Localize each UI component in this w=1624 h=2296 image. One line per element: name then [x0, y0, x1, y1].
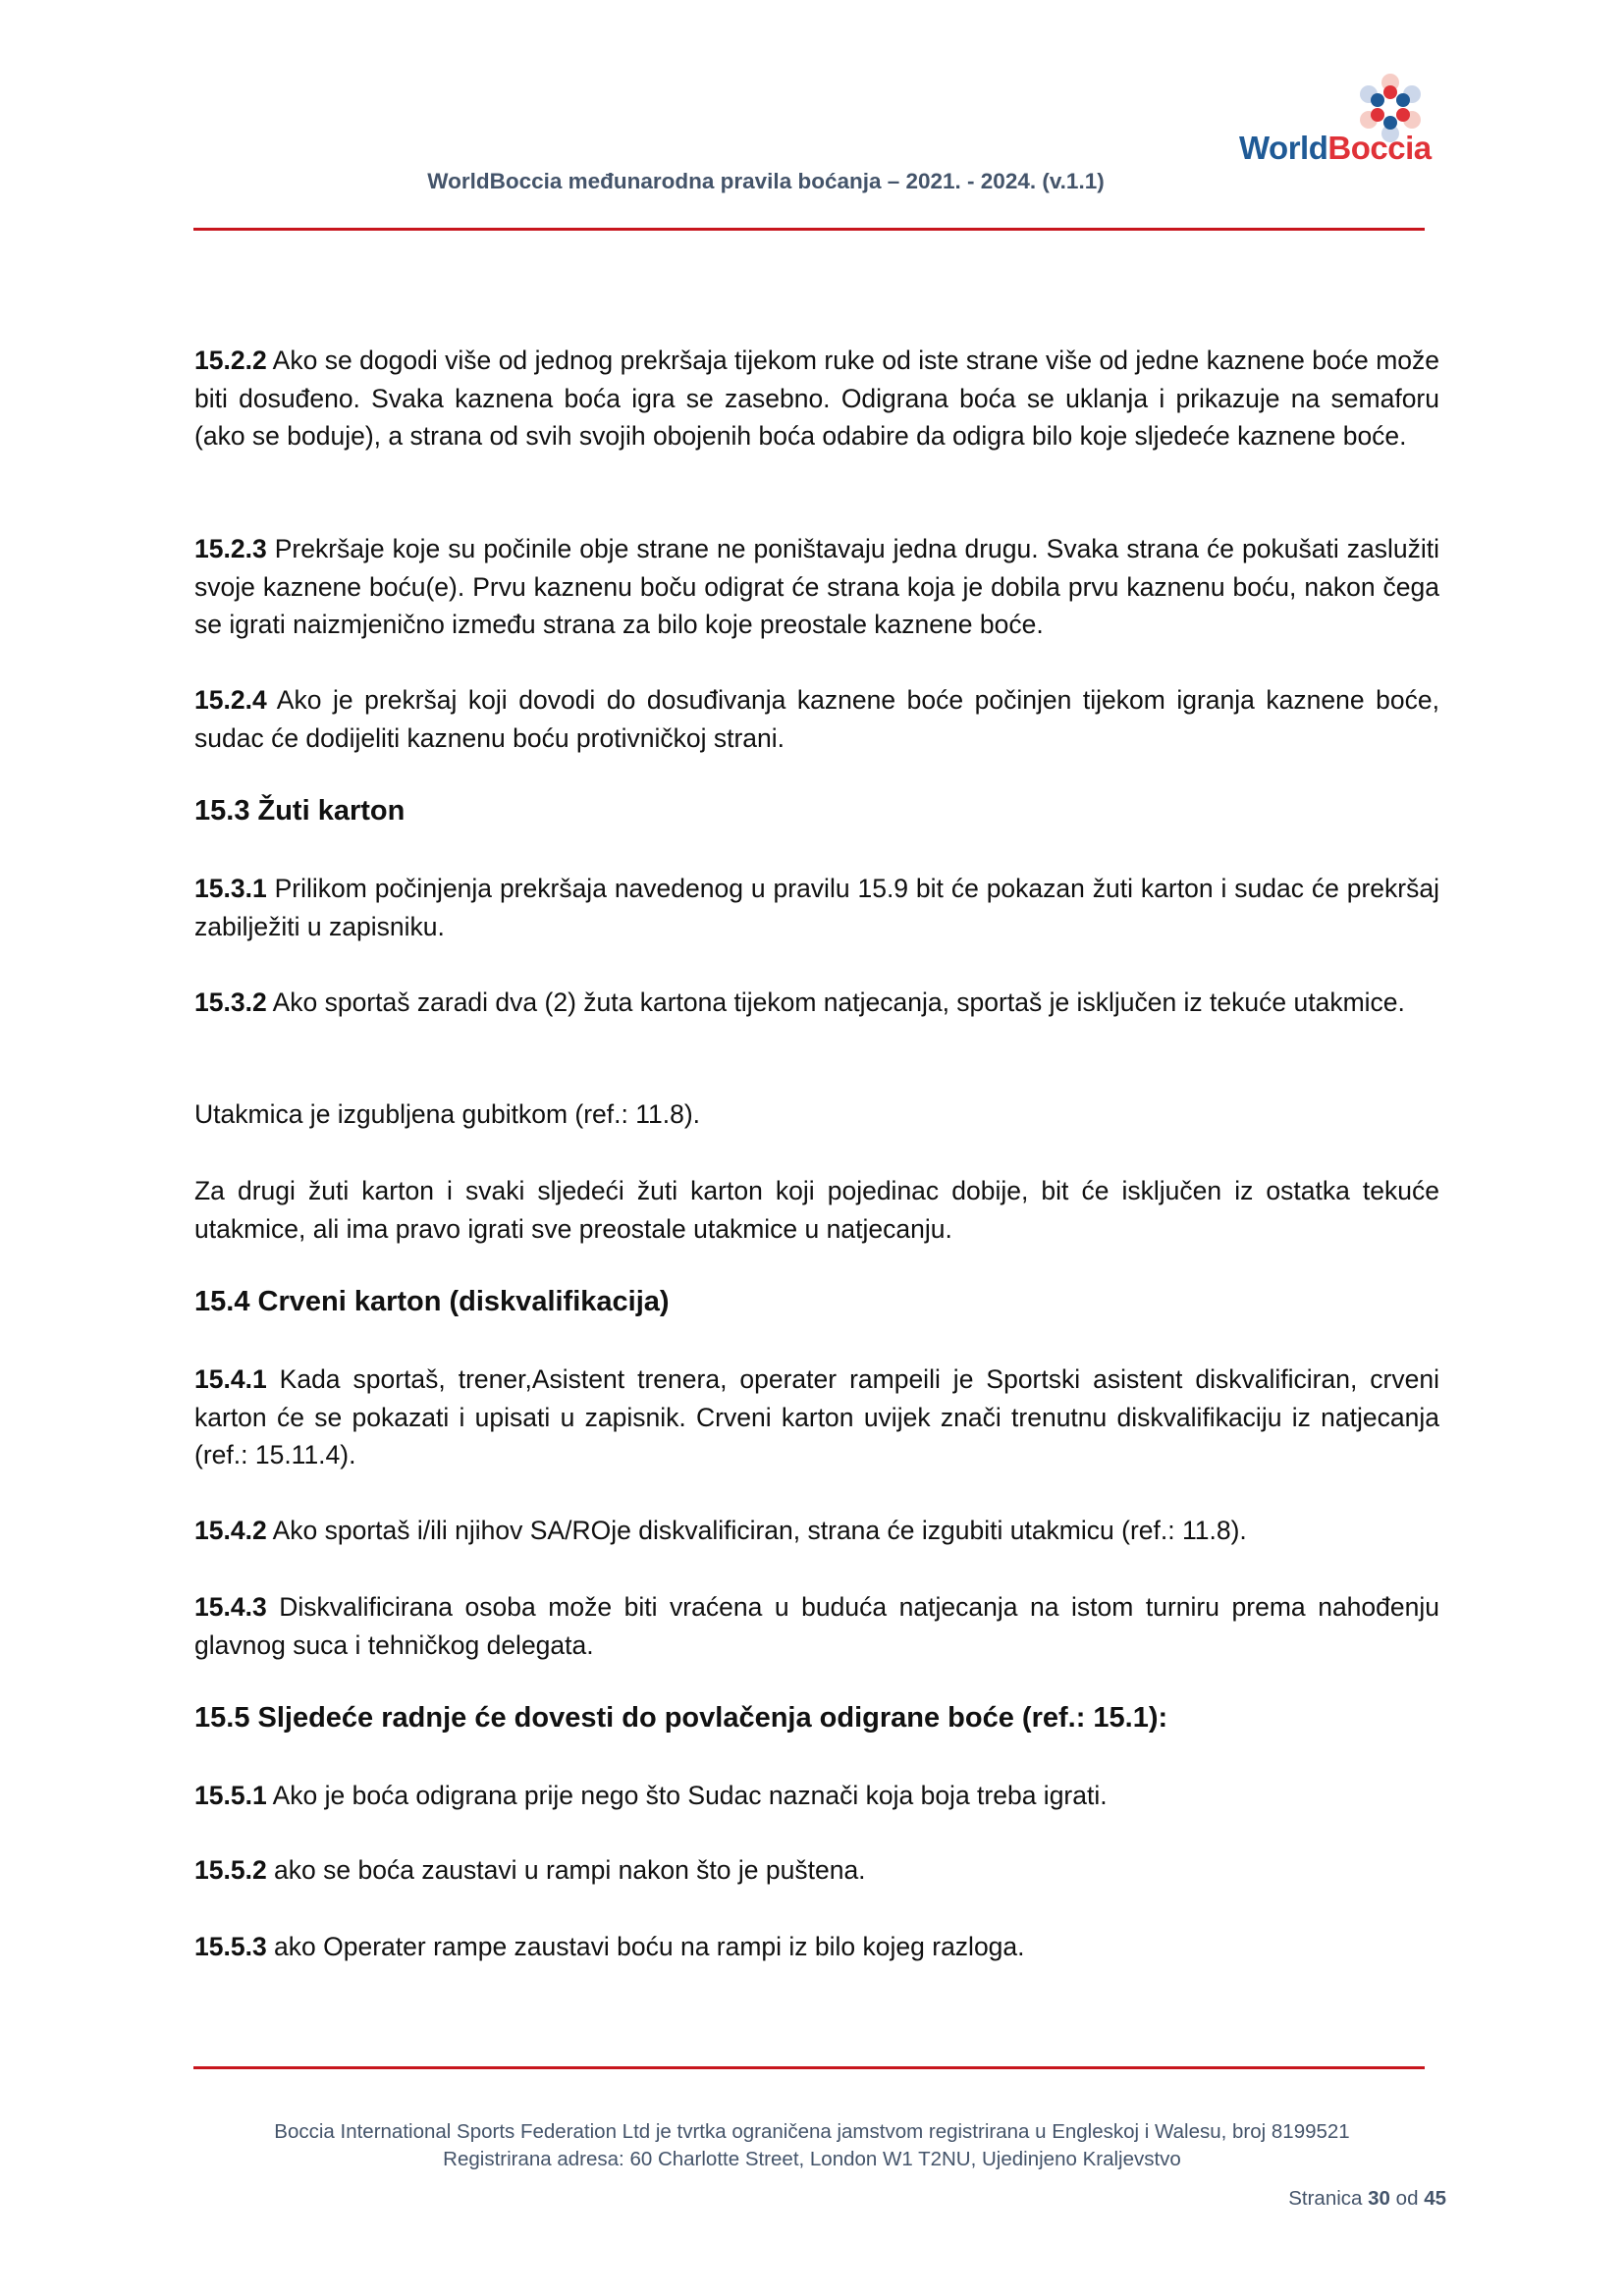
section-heading-15-4: 15.4 Crveni karton (diskvalifikacija): [194, 1286, 670, 1317]
rule-15-2-3: 15.2.3 Prekršaje koje su počinile obje strane ne poništavaju jedna drugu. Svaka strana će pokušati zaslužiti svoje kaznene boću(e). Prvu kaznenu boču odigrat će strana koja je dobila prvu kaznenu boću, nakon čega se igrati naizmjenično između strana za bilo koje preostale kaznene boće.: [194, 534, 1439, 639]
worldboccia-logo: [1239, 73, 1445, 175]
paragraph-utakmica: Utakmica je izgubljena gubitkom (ref.: 11.8).: [194, 1099, 701, 1129]
rule-15-4-1: 15.4.1 Kada sportaš, trener,Asistent trenera, operater rampeili je Sportski asistent diskvalificiran, crveni karton će se pokazati i upisati u zapisnik. Crveni karton uvijek znači trenutnu diskvalifikaciju iz natjecanja (ref.: 15.11.4).: [194, 1364, 1439, 1469]
rule-15-4-2: 15.4.2 Ako sportaš i/ili njihov SA/ROje diskvalificiran, strana će izgubiti utakmicu (ref.: 11.8).: [194, 1516, 1247, 1545]
document-header-title: WorldBoccia međunarodna pravila boćanja – 2021. - 2024. (v.1.1): [427, 169, 1105, 193]
rule-15-5-1: 15.5.1 Ako je boća odigrana prije nego što Sudac naznači koja boja treba igrati.: [194, 1781, 1108, 1810]
rule-15-5-2: 15.5.2 ako se boća zaustavi u rampi nakon što je puštena.: [194, 1855, 866, 1885]
footer-divider: [193, 2066, 1425, 2069]
paragraph-za-drugi: Za drugi žuti karton i svaki sljedeći žuti karton koji pojedinac dobije, bit će isključen iz ostatka tekuće utakmice, ali ima pravo igrati sve preostale utakmice u natjecanju.: [194, 1176, 1439, 1244]
page-number: Stranica 30 od 45: [1288, 2187, 1446, 2210]
logo-wordmark: WorldBoccia: [1239, 130, 1432, 166]
rule-15-2-2: 15.2.2 Ako se dogodi više od jednog prekršaja tijekom ruke od iste strane više od jedne kaznene boće može biti dosuđeno. Svaka kaznena boća igra se zasebno. Odigrana boća se uklanja i prikazuje na semaforu (ako se boduje), a strana od svih svojih obojenih boća odabire da odigra bilo koje sljedeće kaznene boće.: [194, 346, 1439, 451]
rule-15-5-3: 15.5.3 ako Operater rampe zaustavi boću na rampi iz bilo kojeg razloga.: [194, 1932, 1025, 1961]
rule-15-3-1: 15.3.1 Prilikom počinjenja prekršaja navedenog u pravilu 15.9 bit će pokazan žuti karton i sudac će prekršaj zabilježiti u zapisniku.: [194, 874, 1439, 941]
section-heading-15-5: 15.5 Sljedeće radnje će dovesti do povlačenja odigrane boće (ref.: 15.1):: [194, 1702, 1168, 1734]
rule-15-3-2: 15.3.2 Ako sportaš zaradi dva (2) žuta kartona tijekom natjecanja, sportaš je isključen iz tekuće utakmice.: [194, 988, 1405, 1017]
section-heading-15-3: 15.3 Žuti karton: [194, 795, 406, 827]
rule-15-4-3: 15.4.3 Diskvalificirana osoba može biti vraćena u buduća natjecanja na istom turniru prema nahođenju glavnog suca i tehničkog delegata.: [194, 1592, 1439, 1660]
footer-company-info: Boccia International Sports Federation Ltd je tvrtka ograničena jamstvom registrirana u Engleskoj i Walesu, broj 8199521: [274, 2120, 1350, 2143]
header-divider: [193, 228, 1425, 231]
rule-15-2-4: 15.2.4 Ako je prekršaj koji dovodi do dosuđivanja kaznene boće počinjen tijekom igranja kaznene boće, sudac će dodijeliti kaznenu boću protivničkoj strani.: [194, 685, 1439, 753]
footer-address: Registrirana adresa: 60 Charlotte Street, London W1 T2NU, Ujedinjeno Kraljevstvo: [443, 2148, 1181, 2170]
